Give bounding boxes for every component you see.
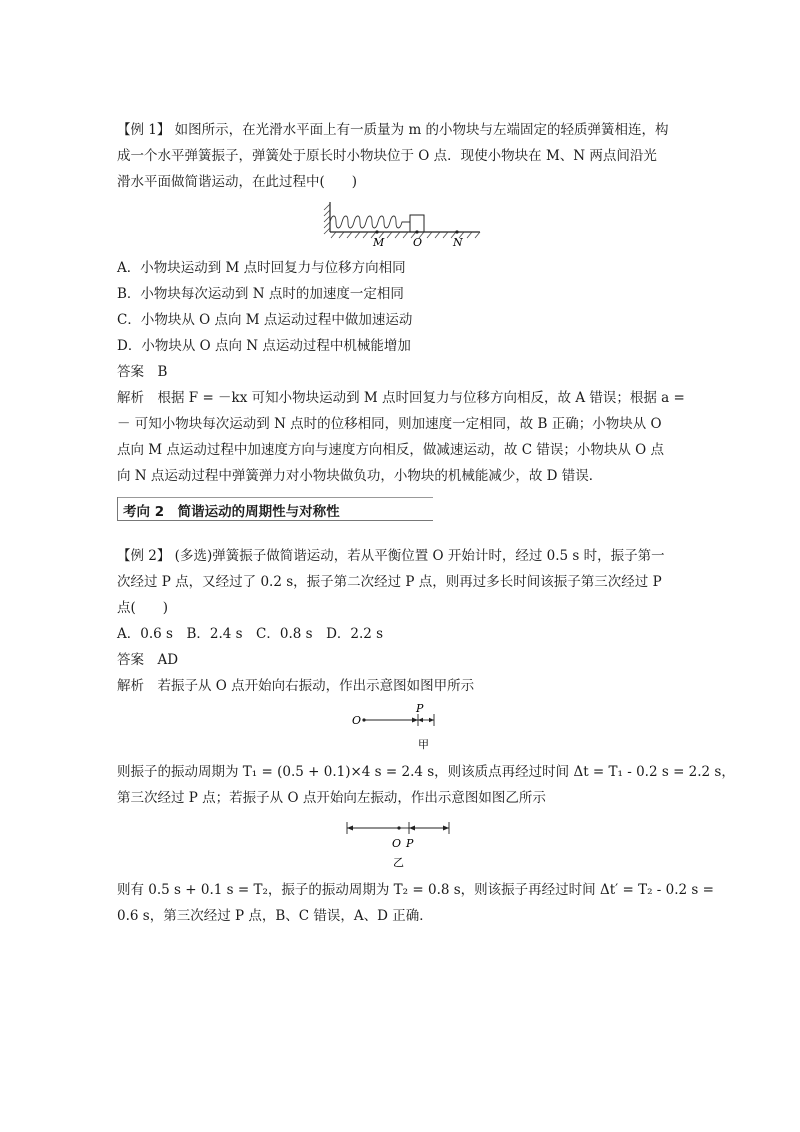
label-m: M xyxy=(373,236,385,249)
label-n: N xyxy=(453,236,463,249)
example2-line-3: 点( ) xyxy=(117,600,169,616)
label-o: O xyxy=(413,236,423,249)
example1-analysis-3: 点向 M 点运动过程中加速度方向与速度方向相反，做减速运动，故 C 错误；小物块从 O 点 xyxy=(117,442,664,458)
example1-option-d: D．小物块从 O 点向 N 点运动过程中机械能增加 xyxy=(117,338,411,354)
example1-option-a: A．小物块运动到 M 点时回复力与位移方向相同 xyxy=(117,260,406,276)
yi-label-o: O xyxy=(392,837,402,850)
example2-analysis-2b: 第三次经过 P 点；若振子从 O 点开始向左振动，作出示意图如图乙所示 xyxy=(117,790,546,806)
section-bottom-rule xyxy=(117,520,433,521)
section-top-rule xyxy=(117,497,433,498)
example2-options: A．0.6 s B．2.4 s C．0.8 s D．2.2 s xyxy=(117,626,384,642)
section-title: 考向 2 简谐运动的周期性与对称性 xyxy=(123,504,340,520)
example1-line-2: 成一个水平弹簧振子，弹簧处于原长时小物块位于 O 点．现使小物块在 M、N 两点间沿光 xyxy=(117,148,657,164)
diagram-jia xyxy=(350,702,460,756)
spring-oscillator-figure xyxy=(320,198,490,250)
example1-analysis-4: 向 N 点运动过程中弹簧弹力对小物块做负功，小物块的机械能减少，故 D 错误． xyxy=(117,468,603,484)
example1-line-3: 滑水平面做简谐运动，在此过程中( ) xyxy=(117,174,358,190)
example1-line-1: 【例 1】 如图所示，在光滑水平面上有一质量为 m 的小物块与左端固定的轻质弹簧相连，构 xyxy=(117,122,669,138)
example2-analysis-3b: 0.6 s，第三次经过 P 点，B、C 错误，A、D 正确． xyxy=(117,908,433,924)
example1-analysis-1: 解析 根据 F = －kx 可知小物块运动到 M 点时回复力与位移方向相反，故 A 错误；根据 a = xyxy=(117,390,685,406)
example1-option-b: B．小物块每次运动到 N 点时的加速度一定相同 xyxy=(117,286,404,302)
example1-answer: 答案 B xyxy=(117,364,168,380)
diagram-yi xyxy=(343,818,455,874)
section-heading xyxy=(117,497,433,521)
example2-analysis-1: 解析 若振子从 O 点开始向右振动，作出示意图如图甲所示 xyxy=(117,678,475,694)
example2-analysis-2a: 则振子的振动周期为 T₁ = (0.5 + 0.1)×4 s = 2.4 s，则该质点再经过时间 Δt = T₁ - 0.2 s = 2.2 s， xyxy=(117,764,735,780)
example1-option-c: C．小物块从 O 点向 M 点运动过程中做加速运动 xyxy=(117,312,413,328)
example2-analysis-3a: 则有 0.5 s + 0.1 s = T₂，振子的振动周期为 T₂ = 0.8 s，则该振子再经过时间 Δt′ = T₂ - 0.2 s = xyxy=(117,882,714,898)
jia-caption: 甲 xyxy=(418,738,429,751)
jia-label-o: O xyxy=(352,714,362,727)
jia-label-p: P xyxy=(416,702,424,715)
example2-line-1: 【例 2】 (多选)弹簧振子做简谐运动，若从平衡位置 O 开始计时，经过 0.5 s 时，振子第一 xyxy=(117,548,665,564)
example1-analysis-2: － 可知小物块每次运动到 N 点时的位移相同，则加速度一定相同，故 B 正确；小物块从 O xyxy=(117,416,662,432)
example2-answer: 答案 AD xyxy=(117,652,179,668)
yi-label-p: P xyxy=(406,837,414,850)
yi-caption: 乙 xyxy=(393,856,404,869)
example2-line-2: 次经过 P 点，又经过了 0.2 s，振子第二次经过 P 点，则再过多长时间该振子第三次经过 P xyxy=(117,574,662,590)
section-left-rule xyxy=(117,497,118,521)
